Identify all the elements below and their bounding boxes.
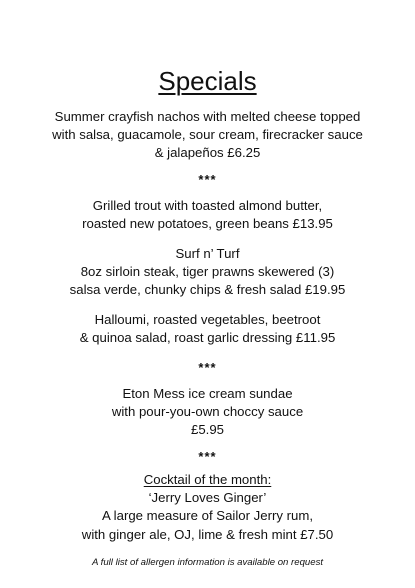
menu-item-line: Surf n’ Turf [175, 246, 240, 261]
menu-item-line: & quinoa salad, roast garlic dressing £11.95 [79, 330, 336, 346]
menu-item-line: Eton Mess ice cream sundae [122, 386, 293, 401]
menu-item-line: Summer crayfish nachos with melted cheese topped [54, 109, 361, 124]
menu-item-line: £5.95 [190, 422, 224, 438]
menu-item-line: 8oz sirloin steak, tiger prawns skewered (3) [80, 264, 335, 280]
section-separator: *** [198, 172, 217, 187]
menu-item-line: roasted new potatoes, green beans £13.95 [82, 216, 333, 232]
menu-item-eton-mess [0, 385, 415, 440]
page-title: Specials [158, 66, 257, 96]
menu-item-line: Grilled trout with toasted almond butter, [92, 198, 323, 213]
menu-item-line: & jalapeños £6.25 [154, 145, 261, 161]
cocktail-line: ‘Jerry Loves Ginger’ [148, 490, 267, 506]
menu-item-halloumi [0, 311, 415, 347]
menu-item-surf-n-turf [0, 245, 415, 300]
menu-item-line: salsa verde, chunky chips & fresh salad £19.95 [69, 282, 346, 298]
menu-item-line: with pour-you-own choccy sauce [111, 404, 304, 420]
menu-item-trout [0, 197, 415, 233]
menu-item-nachos [0, 108, 415, 163]
section-separator: *** [198, 360, 217, 375]
cocktail-line: A large measure of Sailor Jerry rum, [101, 508, 314, 524]
cocktail-heading: Cocktail of the month: [143, 472, 272, 487]
menu-item-line: with salsa, guacamole, sour cream, firecracker sauce [52, 127, 363, 143]
cocktail-line: with ginger ale, OJ, lime & fresh mint £7.50 [81, 526, 334, 542]
allergen-footer-note: A full list of allergen information is available on request [91, 557, 324, 568]
section-separator: *** [198, 449, 217, 464]
cocktail-of-the-month [0, 471, 415, 544]
menu-item-line: Halloumi, roasted vegetables, beetroot [94, 312, 321, 327]
